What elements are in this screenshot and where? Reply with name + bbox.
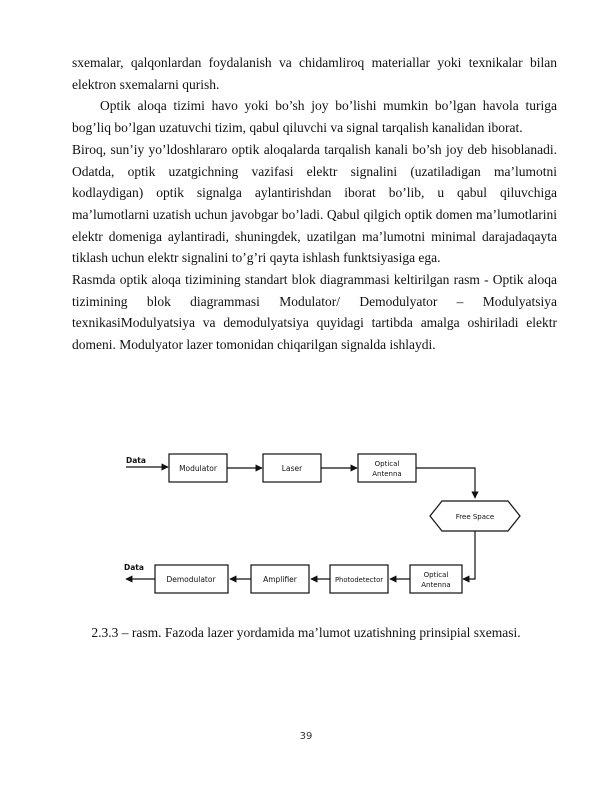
modulator-block — [169, 454, 227, 482]
input-data-label: Data — [126, 456, 146, 465]
paragraph-2: Optik aloqa tizimi havo yoki bo’sh joy bo’lishi mumkin bo’lgan havola turiga bog’liq bo’lgan uzatuvchi tizim, qabul qiluvchi va signal tarqalish kanalidan iborat. — [72, 98, 557, 136]
modulator-label: Modulator — [179, 464, 217, 473]
photodetector-block — [330, 565, 388, 593]
output-data-label: Data — [124, 563, 144, 572]
paragraph-4: Rasmda optik aloqa tizimining standart blok diagrammasi keltirilgan rasm - Optik aloqa tizimining blok diagrammasi Modulator/ Demodulyator – Modulyatsiya texnikasiModulyatsiya va demodulyatsiya quyidagi tartibda amalga oshiriladi elektr domeni. Modulyator lazer tomonidan chiqarilgan signalda ishlaydi. — [72, 272, 557, 353]
amplifier-block — [251, 565, 309, 593]
photodetector-label: Photodetector — [334, 576, 384, 584]
antenna-to-freespace-arrow — [416, 468, 475, 498]
amplifier-label: Amplifier — [263, 575, 297, 584]
figure-caption: 2.3.3 – rasm. Fazoda lazer yordamida ma’lumot uzatishning prinsipial sxemasi. — [91, 625, 521, 640]
paragraph-3: Biroq, sun’iy yo’ldoshlararo optik aloqalarda tarqalish kanali bo’sh joy deb hisoblanadi. Odatda, optik uzatgichning vazifasi elektr signalini (uzatiladigan ma’lumotni kodlaydigan) optik signalga aylantirishdan iborat bo’lib, u qabul qiluvchiga ma’lumotlarni uzatish uchun javobgar bo’ladi. Qabul qilgich optik domen ma’lumotlarini elektr domeniga aylantiradi, shuningdek, uzatilgan ma’lumotni minimal darajadaqayta tiklash uchun elektr signalini to’g’ri qayta ishlash funktsiyasiga ega. — [72, 141, 557, 266]
block-diagram — [120, 448, 530, 598]
optical-antenna-rx-line1: Optical — [423, 571, 449, 579]
optical-antenna-tx-line1: Optical — [374, 460, 400, 468]
optical-antenna-rx-block — [410, 565, 462, 593]
demodulator-label: Demodulator — [166, 575, 216, 584]
page-number: 39 — [299, 731, 313, 742]
freespace-to-antenna-arrow — [463, 531, 475, 579]
demodulator-block — [155, 565, 228, 593]
optical-antenna-tx-line2: Antenna — [372, 470, 402, 478]
laser-block — [263, 454, 321, 482]
free-space-block — [430, 501, 520, 531]
paragraph-1: sxemalar, qalqonlardan foydalanish va chidamliroq materiallar yoki texnikalar bilan elektron sxemalarni qurish. — [72, 55, 557, 92]
optical-antenna-rx-line2: Antenna — [421, 581, 451, 589]
laser-label: Laser — [281, 464, 303, 473]
free-space-label: Free Space — [455, 513, 495, 521]
body-text — [72, 52, 557, 356]
optical-antenna-tx-block — [358, 454, 416, 482]
